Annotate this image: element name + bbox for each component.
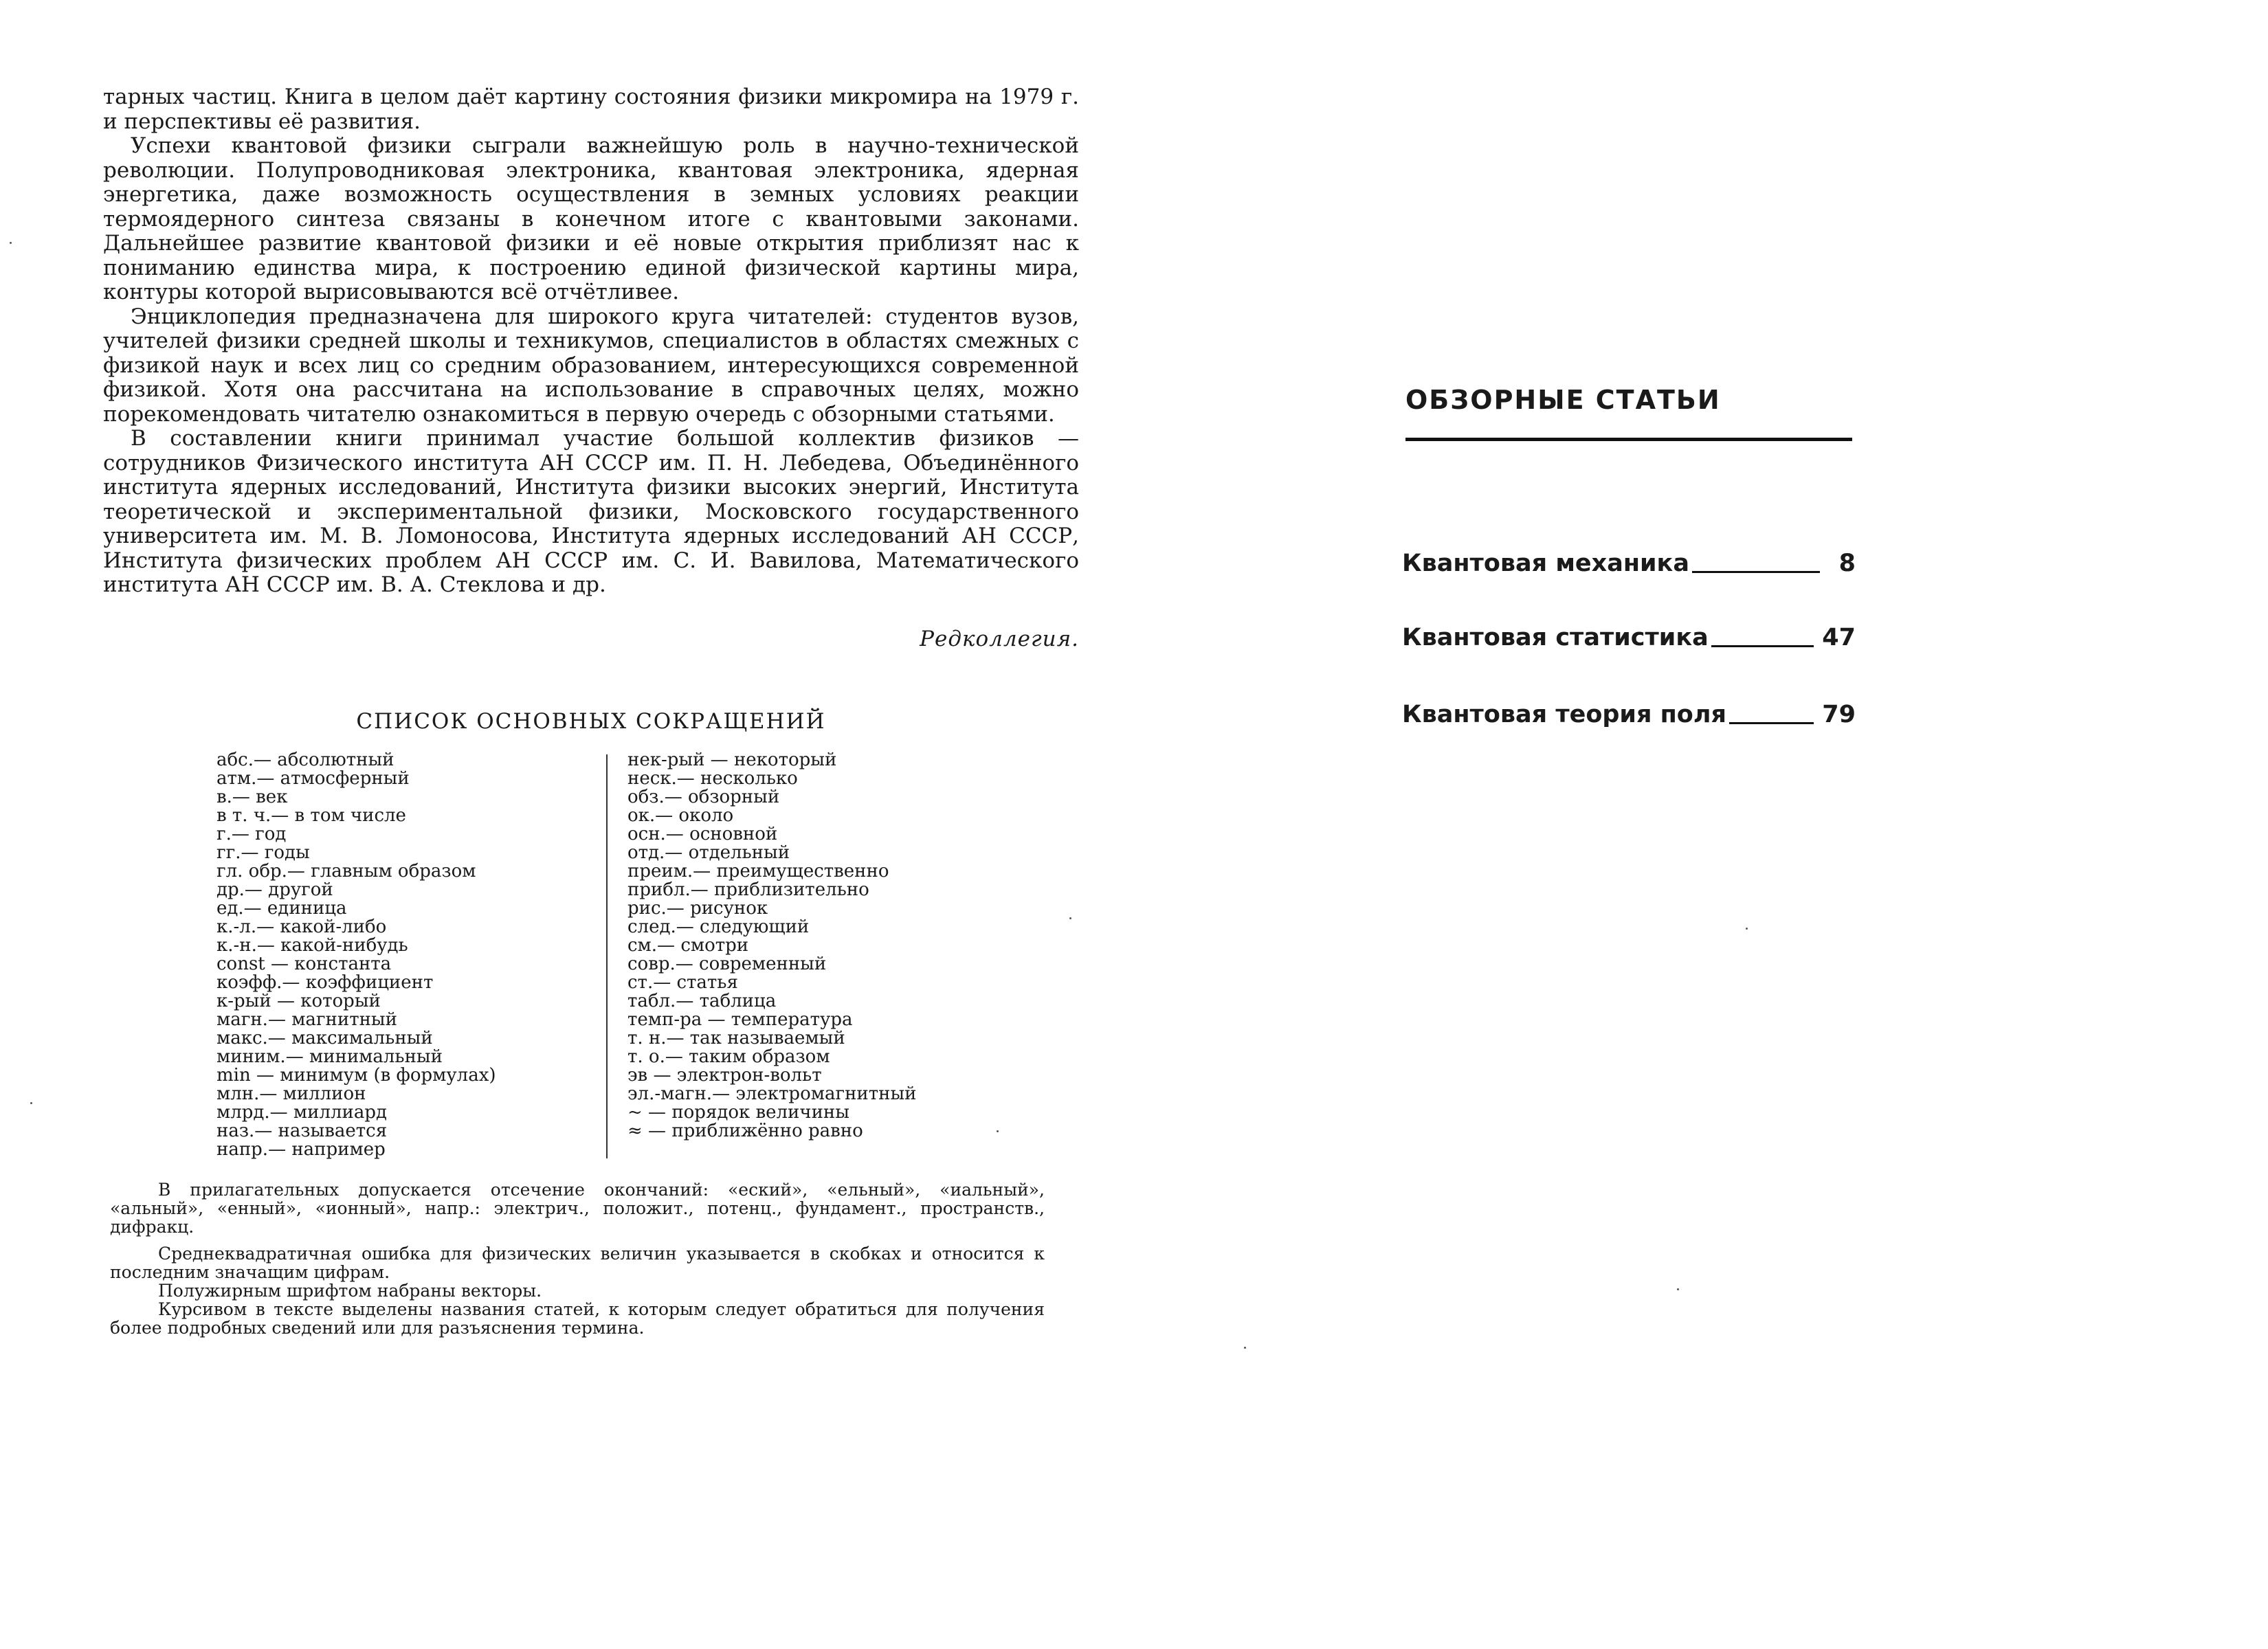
abbreviation-item: осн.— основной <box>627 824 778 844</box>
abbreviation-item: абс.— абсолютный <box>216 750 394 770</box>
scan-speck <box>997 1130 999 1132</box>
toc-entry-title: Квантовая теория поля <box>1402 701 1726 728</box>
contents-title-rule <box>1405 438 1852 441</box>
abbreviation-item: ок.— около <box>627 805 734 826</box>
abbreviation-item: коэфф.— коэффициент <box>216 972 434 993</box>
preface-text <box>103 85 1079 598</box>
abbreviation-item: min — минимум (в формулах) <box>216 1065 496 1086</box>
abbreviation-item: млн.— миллион <box>216 1084 366 1104</box>
abbreviation-item: гг.— годы <box>216 842 310 863</box>
abbreviation-item: т. н.— так называемый <box>627 1028 845 1048</box>
abbreviation-notes <box>110 1180 1045 1337</box>
abbreviation-item: ед.— единица <box>216 898 347 919</box>
abbreviations-divider <box>606 754 608 1158</box>
abbreviation-item: к.-л.— какой-либо <box>216 917 387 937</box>
abbreviation-item: ~ — порядок величины <box>627 1102 849 1123</box>
toc-entry-quantum-mechanics[interactable] <box>1402 550 1856 577</box>
toc-entry-quantum-field-theory[interactable] <box>1402 701 1856 728</box>
abbreviation-item: табл.— таблица <box>627 991 777 1011</box>
abbreviation-item: макс.— максимальный <box>216 1028 433 1048</box>
note-paragraph: Полужирным шрифтом набраны векторы. <box>158 1281 542 1301</box>
abbreviation-item: др.— другой <box>216 879 333 900</box>
abbreviation-item: г.— год <box>216 824 287 844</box>
note-paragraph: Среднеквадратичная ошибка для физических величин указывается в скобках и относится к последним значащим цифрам. <box>110 1244 1045 1282</box>
abbreviation-item: прибл.— приблизительно <box>627 879 869 900</box>
abbreviation-item: напр.— например <box>216 1139 386 1160</box>
toc-page-number: 79 <box>1822 701 1856 728</box>
abbreviation-item: рис.— рисунок <box>627 898 768 919</box>
abbreviation-item: совр.— современный <box>627 954 827 974</box>
abbreviation-item: т. о.— таким образом <box>627 1046 830 1067</box>
abbreviation-item: след.— следующий <box>627 917 810 937</box>
abbreviation-item: const — константа <box>216 954 392 974</box>
toc-entry-title: Квантовая механика <box>1402 550 1689 577</box>
toc-leader <box>1692 571 1820 573</box>
preface-paragraph: Успехи квантовой физики сыграли важнейшую роль в научно-технической революции. Полупроводниковая электроника, квантовая электроника, ядерная энергетика, даже возможность осуществления в земных условиях реакции термоядерного синтеза связаны в конечном итоге с квантовыми законами. Дальнейшее развитие квантовой физики и её новые открытия приблизят нас к пониманию единства мира, к построению единой физической картины мира, контуры которой вырисовываются всё отчётливее. <box>103 133 1079 304</box>
preface-paragraph: Энциклопедия предназначена для широкого круга читателей: студентов вузов, учителей физики средней школы и техникумов, специалистов в областях смежных с физикой наук и всех лиц со средним образованием, интересующихся современной физикой. Хотя она рассчитана на использование в справочных целях, можно порекомендовать читателю ознакомиться в первую очередь с обзорными статьями. <box>103 304 1079 427</box>
abbreviation-item: см.— смотри <box>627 935 749 956</box>
toc-leader <box>1711 645 1814 647</box>
abbreviation-item: отд.— отдельный <box>627 842 790 863</box>
abbreviation-item: к-рый — который <box>216 991 381 1011</box>
abbreviation-item: эв — электрон-вольт <box>627 1065 822 1086</box>
abbreviation-item: темп-ра — температура <box>627 1009 853 1030</box>
abbreviation-item: магн.— магнитный <box>216 1009 397 1030</box>
note-paragraph: В прилагательных допускается отсечение окончаний: «еский», «ельный», «иальный», «альный», «енный», «ионный», напр.: электрич., положит., потенц., фундамент., пространств., дифракц. <box>110 1180 1045 1237</box>
right-page <box>1134 0 2268 1649</box>
scan-speck <box>1746 928 1748 930</box>
abbreviation-item: обз.— обзорный <box>627 787 780 807</box>
scan-speck <box>30 1102 32 1104</box>
toc-page-number: 8 <box>1838 550 1856 577</box>
abbreviation-item: эл.-магн.— электромагнитный <box>627 1084 917 1104</box>
toc-leader <box>1729 722 1814 724</box>
toc-entry-title: Квантовая статистика <box>1402 624 1709 651</box>
note-paragraph: Курсивом в тексте выделены названия статей, к которым следует обратиться для получения более подробных сведений или для разъяснения термина. <box>110 1299 1045 1338</box>
scan-speck <box>1244 1347 1246 1349</box>
preface-paragraph: В составлении книги принимал участие большой коллектив физиков — сотрудников Физического института АН СССР им. П. Н. Лебедева, Объединённого института ядерных исследований, Института физики высоких энергий, Института теоретической и экспериментальной физики, Московского государственного университета им. М. В. Ломоносова, Института ядерных исследований АН СССР, Института физических проблем АН СССР им. С. И. Вавилова, Математического института АН СССР им. В. А. Стеклова и др. <box>103 426 1079 597</box>
toc-page-number: 47 <box>1822 624 1856 651</box>
contents-title: ОБЗОРНЫЕ СТАТЬИ <box>1405 385 1721 415</box>
scan-speck <box>1069 917 1071 919</box>
abbreviation-item: наз.— называется <box>216 1121 388 1141</box>
scan-speck <box>1677 1288 1679 1290</box>
abbreviations-right-column <box>627 751 916 1141</box>
abbreviation-item: гл. обр.— главным образом <box>216 861 476 882</box>
abbreviation-item: атм.— атмосферный <box>216 768 410 789</box>
abbreviation-item: млрд.— миллиард <box>216 1102 387 1123</box>
abbreviation-item: нек-рый — некоторый <box>627 750 837 770</box>
abbreviation-item: миним.— минимальный <box>216 1046 443 1067</box>
preface-paragraph: тарных частиц. Книга в целом даёт картину состояния физики микромира на 1979 г. и перспективы её развития. <box>103 85 1079 134</box>
abbreviation-item: преим.— преимущественно <box>627 861 889 882</box>
abbreviation-item: к.-н.— какой-нибудь <box>216 935 408 956</box>
abbreviations-left-column <box>216 751 496 1159</box>
editorial-board-signature: Редколлегия. <box>920 627 1079 651</box>
scan-speck <box>10 242 12 244</box>
abbreviations-heading: СПИСОК ОСНОВНЫХ СОКРАЩЕНИЙ <box>356 709 826 734</box>
abbreviation-item: в.— век <box>216 787 288 807</box>
abbreviation-item: ст.— статья <box>627 972 738 993</box>
abbreviation-item: неск.— несколько <box>627 768 798 789</box>
toc-entry-quantum-statistics[interactable] <box>1402 624 1856 651</box>
abbreviation-item: в т. ч.— в том числе <box>216 805 406 826</box>
abbreviation-item: ≈ — приближённо равно <box>627 1121 863 1141</box>
